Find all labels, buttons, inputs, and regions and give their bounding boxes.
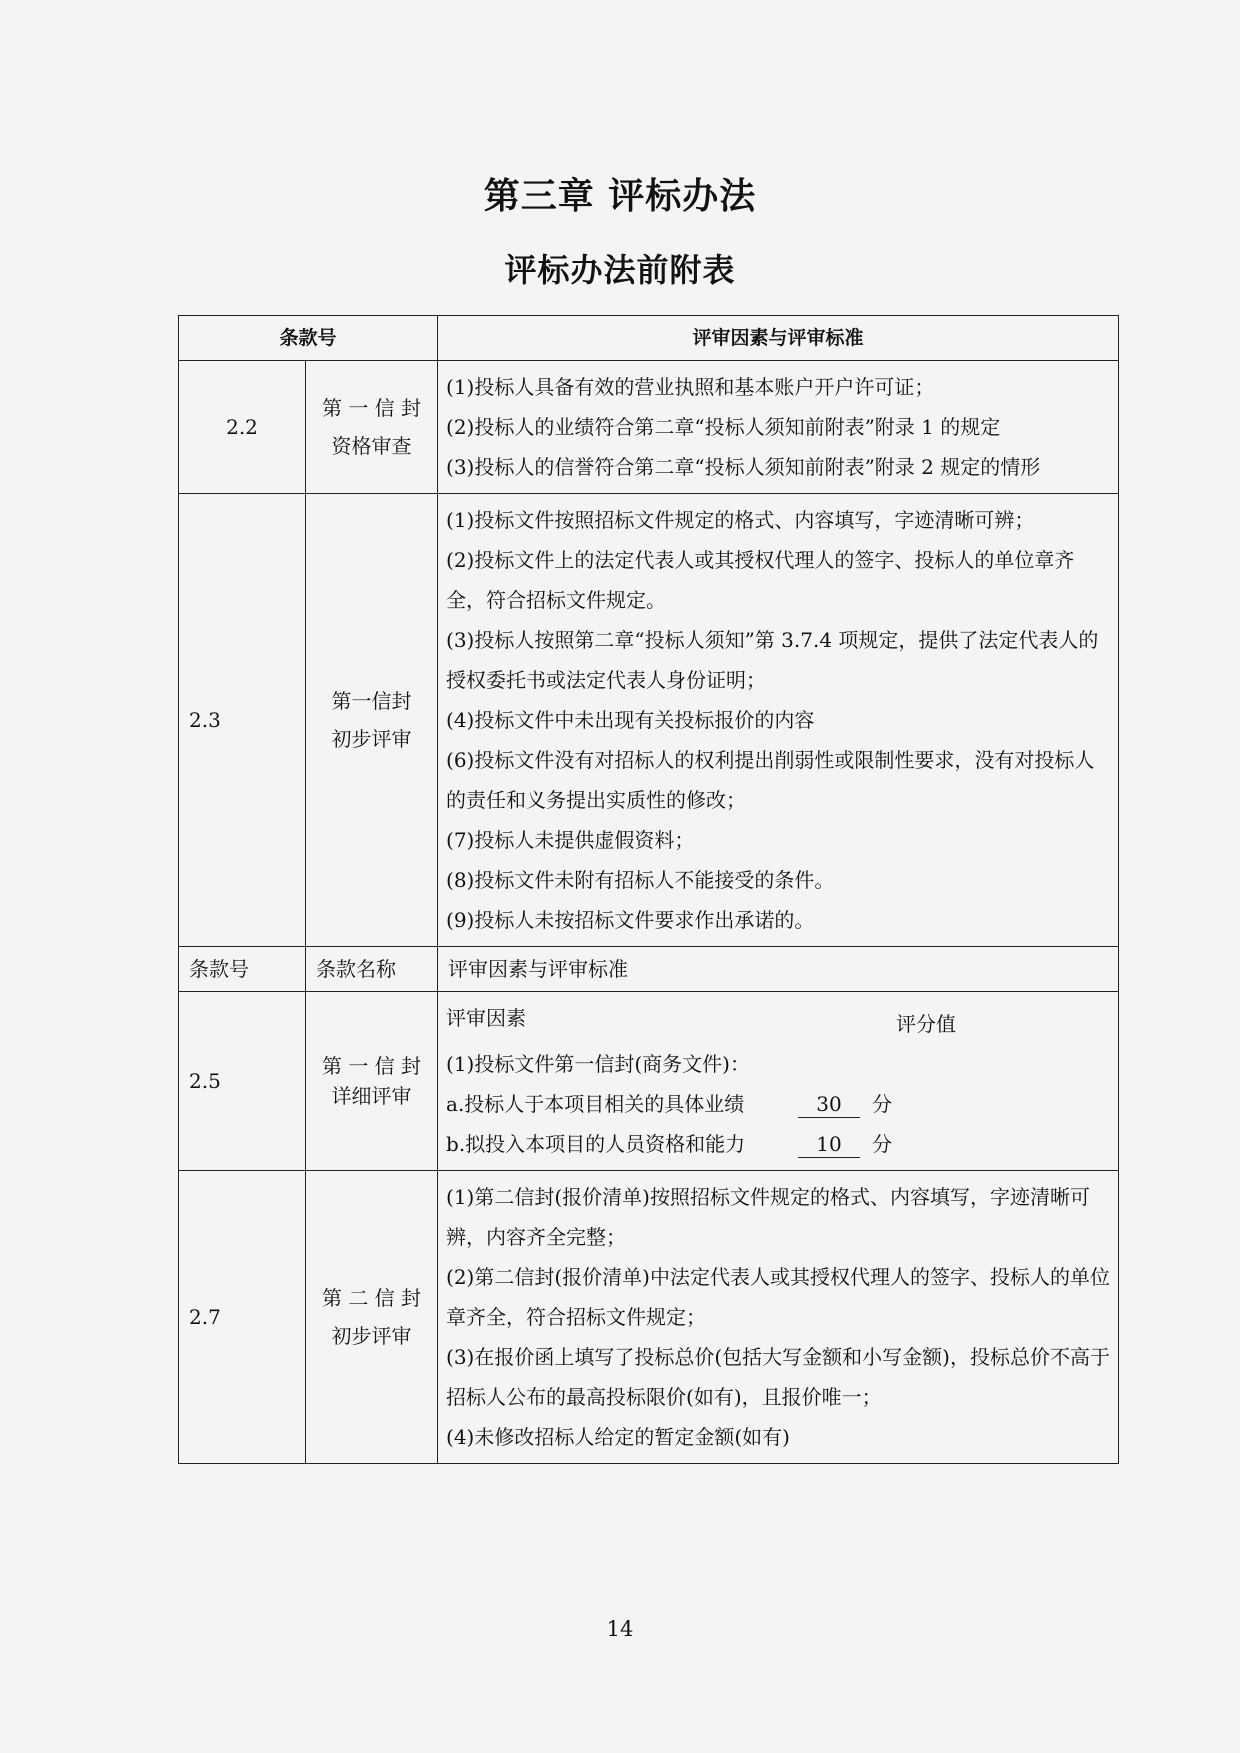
criteria-cell <box>438 361 1119 494</box>
header-criteria: 评审因素与评审标准 <box>438 316 1119 361</box>
criteria-item: (1)投标人具备有效的营业执照和基本账户开户许可证； <box>446 375 935 399</box>
table-title: 评标办法前附表 <box>504 251 736 289</box>
score-item <box>446 1084 1110 1124</box>
criteria-item: (3)在报价函上填写了投标总价(包括大写金额和小写金额)，投标总价不高于招标人公布的最高投标限价(如有)，且报价唯一； <box>446 1345 1110 1409</box>
score-item-label: b.拟投入本项目的人员资格和能力 <box>446 1132 746 1156</box>
criteria-item: (2)投标人的业绩符合第二章“投标人须知前附表”附录 1 的规定 <box>446 415 1001 439</box>
table-row <box>179 992 1119 1171</box>
criteria-cell <box>438 494 1119 947</box>
clause-name: 第 一 信 封 详细评审 <box>306 992 438 1171</box>
clause-number: 2.3 <box>179 494 306 947</box>
clause-name: 第 二 信 封 初步评审 <box>306 1171 438 1464</box>
score-unit: 分 <box>872 1132 893 1156</box>
clause-name: 第 一 信 封 资格审查 <box>306 361 438 494</box>
clause-name: 第一信封 初步评审 <box>306 494 438 947</box>
table-subheader-row <box>179 947 1119 992</box>
score-label: 评分值 <box>896 1012 957 1036</box>
score-value: 30 <box>798 1091 860 1118</box>
clause-number: 2.7 <box>179 1171 306 1464</box>
score-unit: 分 <box>872 1092 893 1116</box>
criteria-item: (3)投标人的信誉符合第二章“投标人须知前附表”附录 2 规定的情形 <box>446 455 1041 479</box>
criteria-cell <box>438 1171 1119 1464</box>
criteria-item: (1)投标文件按照招标文件规定的格式、内容填写，字迹清晰可辨； <box>446 508 1035 532</box>
factor-header <box>446 998 1110 1044</box>
clause-number: 2.2 <box>179 361 306 494</box>
criteria-item: (4)未修改招标人给定的暂定金额(如有) <box>446 1425 790 1449</box>
criteria-cell <box>438 992 1119 1171</box>
subheader-criteria: 评审因素与评审标准 <box>438 947 1119 992</box>
criteria-item: (2)第二信封(报价清单)中法定代表人或其授权代理人的签字、投标人的单位章齐全，符合招标文件规定； <box>446 1265 1110 1329</box>
score-item <box>446 1124 1110 1164</box>
evaluation-table <box>178 315 1119 1464</box>
chapter-title: 第三章 评标办法 <box>483 176 757 217</box>
criteria-item: (9)投标人未按招标文件要求作出承诺的。 <box>446 908 815 932</box>
criteria-item: (1)第二信封(报价清单)按照招标文件规定的格式、内容填写，字迹清晰可辨，内容齐全完整； <box>446 1185 1090 1249</box>
score-value: 10 <box>798 1131 860 1158</box>
table-row <box>179 361 1119 494</box>
score-item-label: a.投标人于本项目相关的具体业绩 <box>446 1092 745 1116</box>
criteria-item: (1)投标文件第一信封(商务文件)： <box>446 1052 750 1076</box>
criteria-item: (2)投标文件上的法定代表人或其授权代理人的签字、投标人的单位章齐全，符合招标文件规定。 <box>446 548 1075 612</box>
page-number: 14 <box>606 1617 634 1641</box>
clause-number: 2.5 <box>179 992 306 1171</box>
factor-label: 评审因素 <box>446 1006 527 1030</box>
table-row <box>179 494 1119 947</box>
header-clause-number: 条款号 <box>179 316 438 361</box>
criteria-item: (6)投标文件没有对招标人的权利提出削弱性或限制性要求，没有对投标人的责任和义务提出实质性的修改； <box>446 748 1095 812</box>
subheader-clause-number: 条款号 <box>179 947 306 992</box>
subheader-clause-name: 条款名称 <box>306 947 438 992</box>
table-row <box>179 1171 1119 1464</box>
criteria-item: (4)投标文件中未出现有关投标报价的内容 <box>446 708 815 732</box>
criteria-item: (7)投标人未提供虚假资料； <box>446 828 695 852</box>
criteria-item: (8)投标文件未附有招标人不能接受的条件。 <box>446 868 835 892</box>
table-header-row <box>179 316 1119 361</box>
criteria-item: (3)投标人按照第二章“投标人须知”第 3.7.4 项规定，提供了法定代表人的授权委托书或法定代表人身份证明； <box>446 628 1099 692</box>
